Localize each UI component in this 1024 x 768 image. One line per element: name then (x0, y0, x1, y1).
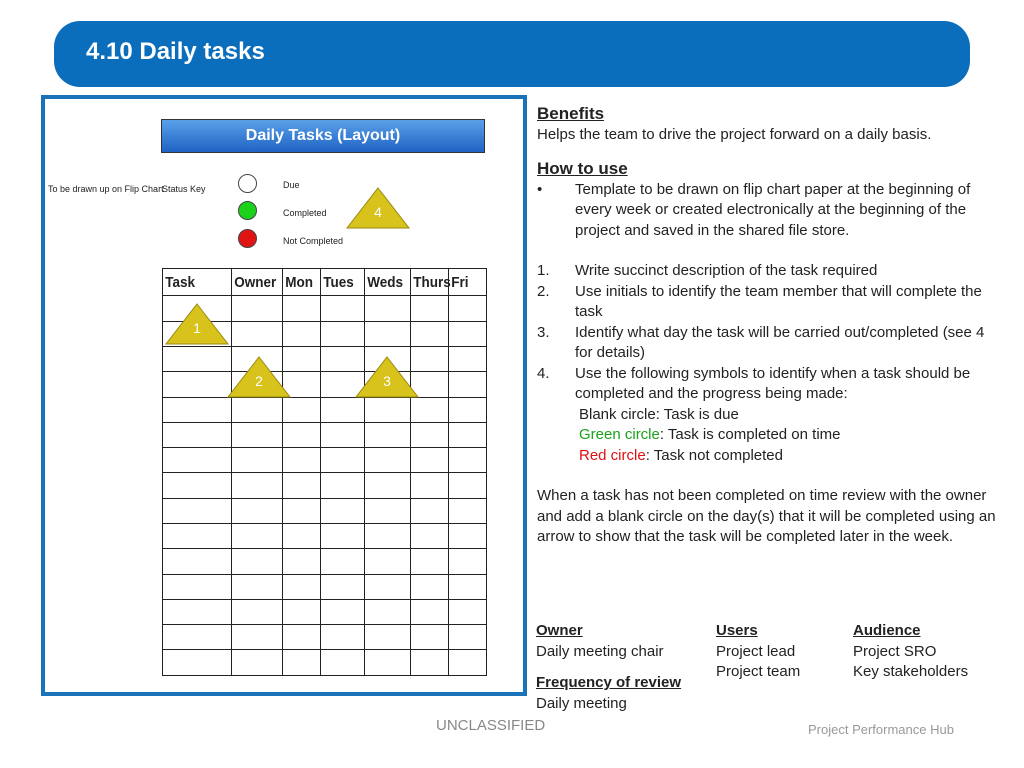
status-key-label: Status Key (162, 184, 206, 194)
table-row (163, 650, 487, 676)
table-row (163, 473, 487, 498)
table-cell (365, 448, 411, 473)
col-owner: Owner (232, 269, 278, 296)
due-circle-icon (238, 174, 257, 193)
not-completed-circle-icon (238, 229, 257, 248)
users-value-1: Project lead (716, 642, 796, 660)
table-cell (321, 574, 365, 599)
table-cell (283, 549, 321, 574)
benefits-text: Helps the team to drive the project forward on a daily basis. (537, 125, 932, 143)
table-cell (365, 296, 411, 321)
table-cell (449, 422, 487, 447)
table-cell (411, 524, 449, 549)
table-cell (232, 448, 283, 473)
table-cell (449, 524, 487, 549)
table-cell (283, 574, 321, 599)
table-cell (321, 599, 365, 624)
table-cell (283, 498, 321, 523)
table-cell (411, 422, 449, 447)
table-header-row (163, 269, 487, 296)
table-cell (232, 473, 283, 498)
col-task: Task (163, 269, 225, 296)
table-cell (163, 549, 232, 574)
frequency-label: Frequency of review (536, 674, 682, 691)
table-cell (283, 650, 321, 676)
table-cell (163, 650, 232, 676)
how-to-use-heading: How to use (537, 159, 628, 178)
table-cell (321, 397, 365, 422)
step-3-number: 3. (537, 323, 550, 341)
table-cell (283, 448, 321, 473)
table-cell (163, 397, 232, 422)
table-cell (449, 650, 487, 676)
frequency-value: Daily meeting (536, 694, 627, 712)
step-4-text: Use the following symbols to identify when a task should be completed and the progress being made: (575, 364, 971, 402)
table-cell (365, 422, 411, 447)
instructions-column (537, 104, 1002, 548)
table-cell (411, 321, 449, 346)
bullet-text: Template to be drawn on flip chart paper at the beginning of every week or created electronically at the beginning of the project and saved in the shared file store. (575, 180, 971, 239)
table-cell (232, 599, 283, 624)
layout-title: Daily Tasks (Layout) (161, 119, 485, 153)
symbol-blank: Blank circle: Task is due (579, 405, 739, 423)
table-cell (163, 473, 232, 498)
table-cell (283, 422, 321, 447)
symbol-green-label: Green circle (579, 426, 660, 443)
table-cell (232, 422, 283, 447)
table-cell (321, 625, 365, 650)
how-to-use-bullet (537, 180, 1002, 242)
table-cell (163, 625, 232, 650)
col-mon: Mon (283, 269, 317, 296)
table-cell (411, 549, 449, 574)
symbol-green (537, 425, 1002, 446)
symbol-red-label: Red circle (579, 446, 646, 464)
header-banner (54, 21, 970, 87)
table-cell (321, 524, 365, 549)
table-cell (321, 321, 365, 346)
classification-label: UNCLASSIFIED (436, 717, 546, 734)
table-cell (232, 524, 283, 549)
step-1-number: 1. (537, 262, 550, 279)
table-cell (321, 498, 365, 523)
audience-label: Audience (853, 622, 921, 639)
table-cell (232, 397, 283, 422)
table-cell (411, 397, 449, 422)
table-row (163, 372, 487, 397)
col-tues: Tues (321, 269, 361, 296)
marker-1-icon (164, 302, 230, 346)
table-cell (283, 599, 321, 624)
table-cell (232, 498, 283, 523)
step-3-text: Identify what day the task will be carried out/completed (see 4 for details) (575, 323, 985, 361)
table-cell (449, 599, 487, 624)
table-cell (449, 473, 487, 498)
key-due-label: Due (283, 180, 300, 190)
table-cell (232, 296, 283, 321)
table-cell (411, 448, 449, 473)
benefits-heading: Benefits (537, 104, 605, 123)
completed-circle-icon (238, 201, 257, 220)
table-cell (283, 524, 321, 549)
table-cell (449, 448, 487, 473)
table-cell (163, 346, 232, 371)
table-cell (365, 473, 411, 498)
page-title: 4.10 Daily tasks (86, 38, 265, 65)
marker-3-label: 3 (383, 373, 391, 389)
table-cell (283, 296, 321, 321)
col-fri: Fri (449, 269, 483, 296)
layout-panel (41, 95, 527, 696)
symbol-green-text: : Task is completed on time (659, 426, 841, 443)
table-cell (232, 549, 283, 574)
table-cell (411, 574, 449, 599)
review-text: When a task has not been completed on time review with the owner and add a blank circle on the day(s) that it will be completed using an arrow to show that the task will be completed later in the week. (537, 487, 996, 545)
table-cell (411, 498, 449, 523)
step-2-number: 2. (537, 282, 550, 300)
table-cell (163, 372, 232, 397)
marker-1-label: 1 (193, 320, 201, 336)
audience-value-2: Key stakeholders (853, 663, 969, 680)
audience-value-1: Project SRO (853, 642, 937, 660)
table-cell (365, 599, 411, 624)
marker-2-icon (226, 355, 292, 399)
table-cell (321, 422, 365, 447)
table-cell (283, 625, 321, 650)
table-cell (411, 650, 449, 676)
table-cell (449, 549, 487, 574)
table-cell (232, 625, 283, 650)
table-cell (449, 498, 487, 523)
users-block (716, 621, 800, 683)
table-cell (449, 625, 487, 650)
table-cell (283, 397, 321, 422)
table-cell (232, 321, 283, 346)
table-row (163, 422, 487, 447)
table-row (163, 397, 487, 422)
table-cell (163, 524, 232, 549)
symbol-red (537, 446, 1002, 467)
table-cell (365, 650, 411, 676)
key-completed-label: Completed (283, 208, 327, 218)
table-cell (365, 498, 411, 523)
table-cell (163, 448, 232, 473)
table-cell (449, 397, 487, 422)
users-value-2: Project team (716, 663, 801, 680)
brand-footer: Project Performance Hub (808, 722, 954, 737)
table-cell (365, 549, 411, 574)
marker-2-label: 2 (255, 373, 263, 389)
table-cell (449, 372, 487, 397)
key-not-completed-label: Not Completed (283, 236, 344, 246)
users-label: Users (716, 622, 758, 639)
table-cell (449, 296, 487, 321)
table-cell (163, 498, 232, 523)
table-cell (411, 296, 449, 321)
table-cell (365, 524, 411, 549)
step-2 (537, 282, 1002, 323)
owner-block (536, 621, 681, 714)
owner-label: Owner (536, 622, 583, 639)
bullet-mark: • (537, 180, 543, 198)
table-row (163, 448, 487, 473)
step-3 (537, 323, 1002, 364)
table-cell (365, 397, 411, 422)
table-row (163, 574, 487, 599)
table-cell (365, 574, 411, 599)
table-cell (449, 574, 487, 599)
table-cell (449, 321, 487, 346)
step-4-number: 4. (537, 364, 550, 382)
table-row (163, 498, 487, 523)
table-cell (321, 448, 365, 473)
owner-value: Daily meeting chair (536, 642, 664, 660)
table-cell (283, 321, 321, 346)
symbol-red-text: : Task not completed (645, 446, 783, 464)
table-cell (411, 473, 449, 498)
table-row (163, 346, 487, 371)
table-cell (321, 296, 365, 321)
table-cell (321, 650, 365, 676)
table-cell (163, 422, 232, 447)
step-4 (537, 364, 1002, 405)
table-cell (321, 473, 365, 498)
table-cell (449, 346, 487, 371)
table-cell (232, 650, 283, 676)
table-row (163, 524, 487, 549)
table-cell (365, 321, 411, 346)
step-2-text: Use initials to identify the team member that will complete the task (575, 282, 982, 320)
table-cell (411, 625, 449, 650)
table-cell (232, 574, 283, 599)
col-thurs: Thurs (411, 269, 445, 296)
marker-4-label: 4 (374, 204, 382, 220)
table-cell (365, 625, 411, 650)
table-cell (163, 599, 232, 624)
step-1-text: Write succinct description of the task required (575, 262, 878, 279)
table-cell (321, 549, 365, 574)
table-row (163, 625, 487, 650)
audience-block (853, 621, 968, 683)
table-cell (411, 599, 449, 624)
flip-chart-note: To be drawn up on Flip Chart (48, 184, 164, 194)
table-row (163, 549, 487, 574)
marker-3-icon (354, 355, 420, 399)
step-1 (537, 261, 1002, 282)
marker-4-icon (345, 186, 411, 230)
table-cell (283, 473, 321, 498)
table-cell (163, 574, 232, 599)
col-weds: Weds (365, 269, 406, 296)
table-row (163, 599, 487, 624)
